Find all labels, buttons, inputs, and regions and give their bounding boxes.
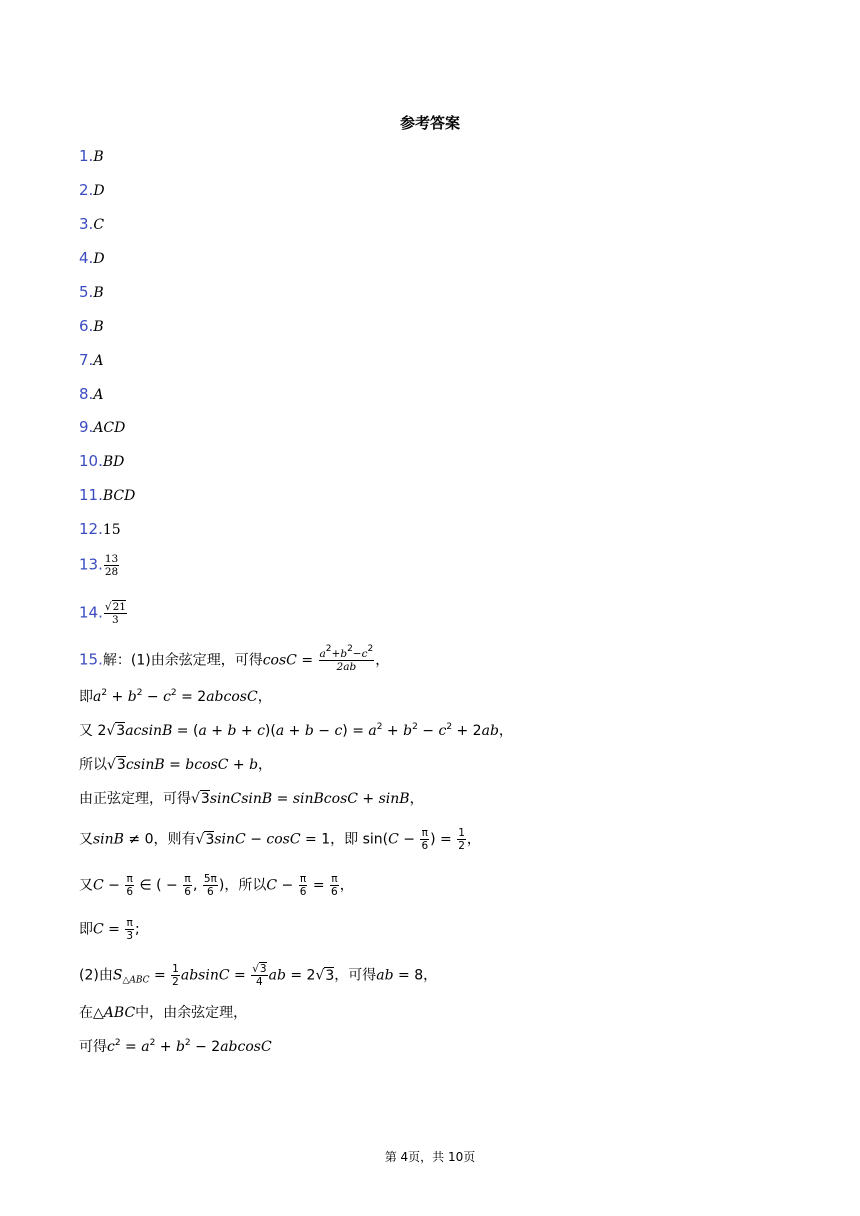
solution-line-7: 又C − $\frac{\pi}{6}$ ∈ ( − $\frac{\pi}{6}$ , $\frac{5\pi}{6}$ )，所以C − $\frac{\pi}{6}$ = $\frac{\pi}{6}$ ， [79,873,354,898]
answer-number: 7. [79,351,94,369]
answer-5 [79,282,104,303]
answer-number: 2. [79,181,94,199]
answer-10 [79,451,124,472]
solution-line-3: 又 $2√3acsinB = (a + b + c)(a + b - c) = a^2 + b^2 - c^2 + 2ab$， [79,722,513,739]
answer-number: 8. [79,385,94,403]
answer-value: D [93,251,105,267]
answer-number: 6. [79,317,94,335]
answer-number: 9. [79,418,94,436]
answer-1 [79,146,104,167]
answer-6 [79,316,104,337]
answer-8 [79,384,103,405]
answer-2 [79,180,105,201]
fraction: $\frac{√21}{3}$ [104,601,126,626]
answer-12 [79,519,121,540]
answer-number: 3. [79,215,94,233]
solution-line-11: 可得$c^2 = a^2 + b^2 - 2abcosC$ [79,1038,272,1055]
answer-9 [79,417,125,438]
solution-line-9: (2)由$S_{\triangle ABC}$ = $\frac{1}{2}$ absinC = $\frac{√3}{4}$ ab = 2√3，可得ab = 8， [79,963,438,988]
answer-14 [79,601,128,626]
solution-line-4: 所以√3csinB = bcosC + b， [79,757,273,773]
answer-3 [79,214,104,235]
solution-line-6: 又sinB ≠ 0，则有√3sinC − cosC = 1，即 sin(C − $\frac{\pi}{6}$ ) = $\frac{1}{2}$ ， [79,827,481,852]
solution-line-5: 由正弦定理，可得√3sinCsinB = sinBcosC + sinB， [79,791,424,807]
answer-value: BD [102,454,125,470]
answer-number: 4. [79,249,94,267]
answer-value: BCD [102,488,136,504]
answer-value: A [93,353,104,369]
answer-number: 5. [79,283,94,301]
answer-value: ACD [93,420,126,436]
answer-4 [79,248,105,269]
answer-number: 15. [79,650,103,669]
answer-value: B [93,285,104,301]
answer-number: 10. [79,452,103,470]
answer-value: 15 [102,522,121,538]
answer-value: A [93,387,104,403]
answer-value: B [93,319,104,335]
solution-line-1: 15.解：(1)由余弦定理，可得cosC = $\frac{a^2+b^2-c^2}{2ab}$ ， [79,644,390,673]
solution-line-8: 即C = $\frac{\pi}{3}$ ; [79,917,140,942]
page-footer: 第 4页，共 10页 [384,1150,476,1164]
solution-line-2: 即$a^2 + b^2 - c^2 = 2abcosC$， [79,688,272,705]
page-title: 参考答案 [399,114,460,132]
fraction: $\frac{13}{28}$ [104,553,119,578]
answer-11 [79,485,135,506]
answer-value: D [93,183,105,199]
answer-7 [79,350,103,371]
answer-number: 13. [79,555,103,574]
answer-number: 1. [79,147,94,165]
answer-number: 14. [79,603,103,622]
answer-number: 11. [79,486,103,504]
answer-number: 12. [79,520,103,538]
answer-13 [79,553,120,578]
answer-value: C [93,217,105,233]
solution-line-10: 在△ABC中，由余弦定理， [79,1005,248,1021]
answer-value: B [93,149,104,165]
